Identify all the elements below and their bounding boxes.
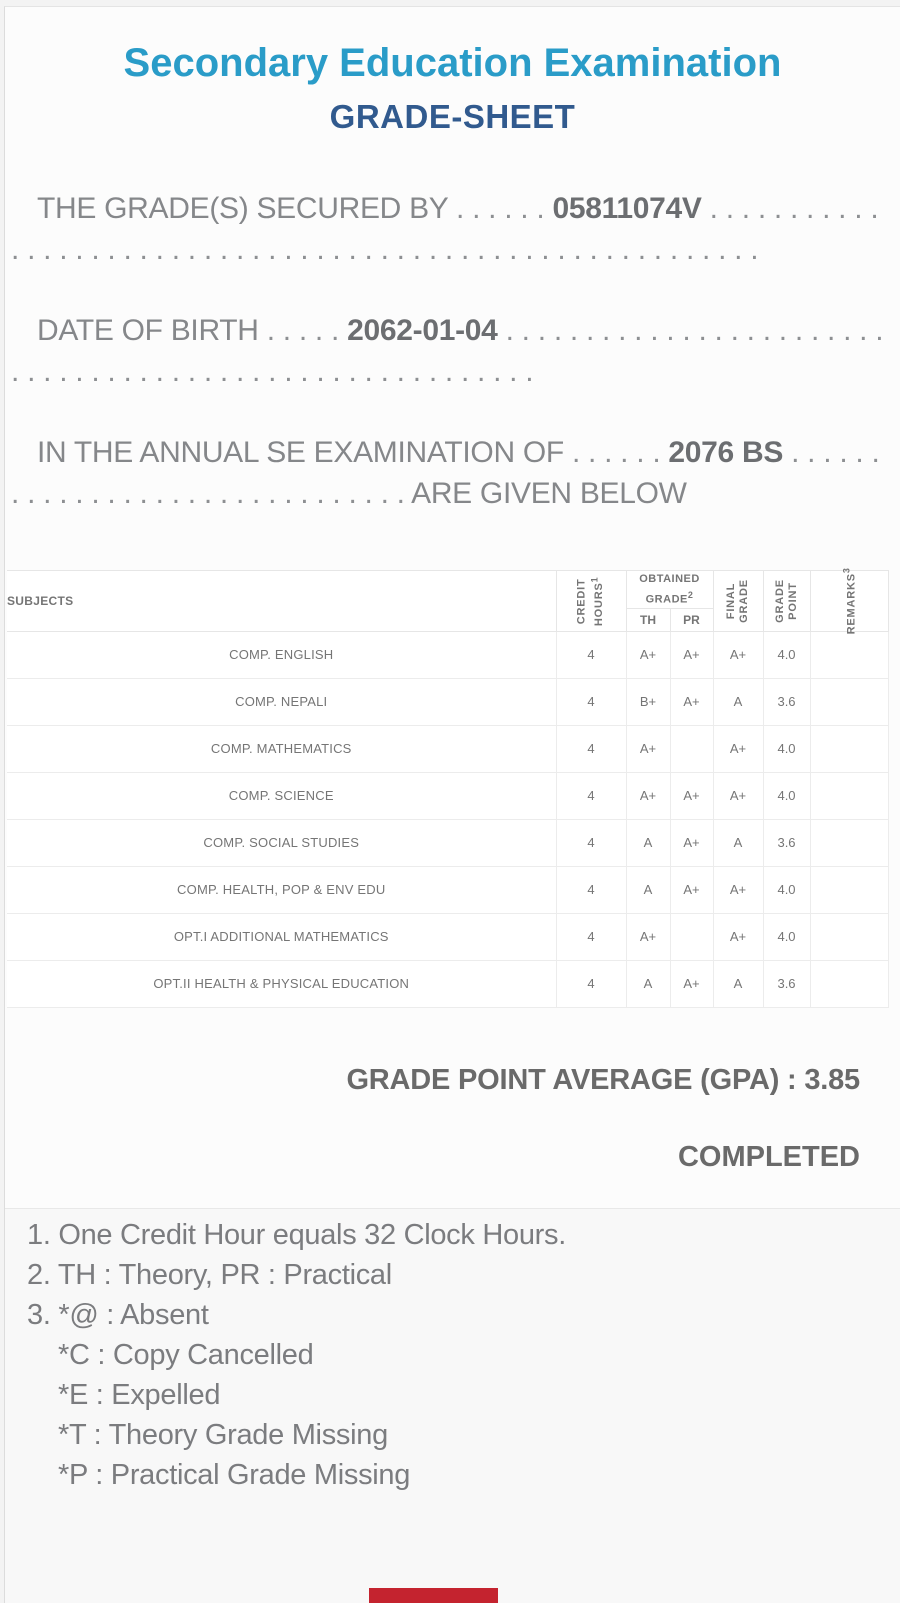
- practical-grade-cell: A+: [670, 960, 713, 1007]
- gpa-label: GRADE POINT AVERAGE (GPA) :: [346, 1063, 797, 1096]
- practical-grade-cell: A+: [670, 866, 713, 913]
- secured-by-line: [5, 188, 900, 270]
- table-row: [7, 913, 888, 960]
- practical-grade-cell: A+: [670, 772, 713, 819]
- final-grade-cell: A+: [713, 866, 763, 913]
- theory-grade-cell: A+: [626, 772, 670, 819]
- dotted-fill: . . . . . .: [571, 436, 661, 469]
- theory-grade-cell: A+: [626, 725, 670, 772]
- final-grade-header: [713, 571, 763, 632]
- page-subtitle: GRADE-SHEET: [329, 98, 576, 135]
- remarks-cell: [810, 960, 888, 1007]
- footnotes-section: [5, 1208, 900, 1603]
- grade-point-cell: 3.6: [763, 960, 810, 1007]
- symbol-number-value: 05811074V: [552, 192, 702, 225]
- final-grade-cell: A: [713, 678, 763, 725]
- footnote-item: *P : Practical Grade Missing: [58, 1458, 411, 1491]
- dotted-fill: . . . . .: [266, 314, 340, 347]
- table-row: [7, 772, 888, 819]
- theory-grade-cell: A+: [626, 913, 670, 960]
- examination-suffix: ARE GIVEN BELOW: [411, 477, 687, 510]
- footnote-ref-1: 1: [589, 576, 600, 582]
- grade-point-cell: 3.6: [763, 819, 810, 866]
- subject-cell: COMP. MATHEMATICS: [7, 725, 556, 772]
- grades-table: [7, 567, 889, 1008]
- final-grade-cell: A+: [713, 913, 763, 960]
- footnote-item: 3. *@ : Absent: [27, 1298, 209, 1331]
- examination-label: IN THE ANNUAL SE EXAMINATION OF: [37, 436, 564, 469]
- secured-by-label: THE GRADE(S) SECURED BY: [37, 192, 448, 225]
- dotted-fill: . . . . . . . . . . . . . . . . . . . . . . . . . . . . . . .: [11, 436, 880, 510]
- credit-hours-cell: 4: [556, 960, 626, 1007]
- remarks-cell: [810, 678, 888, 725]
- date-of-birth-line: [5, 310, 900, 392]
- subject-cell: COMP. ENGLISH: [7, 631, 556, 678]
- theory-subheader: TH: [626, 608, 670, 631]
- table-row: [7, 960, 888, 1007]
- subject-cell: OPT.II HEALTH & PHYSICAL EDUCATION: [7, 960, 556, 1007]
- credit-hours-cell: 4: [556, 725, 626, 772]
- credit-hours-header-line2: HOURS: [593, 581, 606, 626]
- table-row: [7, 866, 888, 913]
- subject-cell: COMP. NEPALI: [7, 678, 556, 725]
- subject-cell: COMP. SOCIAL STUDIES: [7, 819, 556, 866]
- grade-point-cell: 4.0: [763, 725, 810, 772]
- table-row: [7, 725, 888, 772]
- credit-hours-cell: 4: [556, 631, 626, 678]
- subjects-header: SUBJECTS: [7, 571, 556, 632]
- footnote-item: *T : Theory Grade Missing: [58, 1418, 388, 1451]
- date-of-birth-label: DATE OF BIRTH: [37, 314, 259, 347]
- practical-subheader: PR: [670, 608, 713, 631]
- grade-point-cell: 4.0: [763, 631, 810, 678]
- remarks-cell: [810, 819, 888, 866]
- footer-red-bar: [369, 1588, 498, 1603]
- remarks-header-label: REMARKS: [844, 573, 857, 635]
- remarks-cell: [810, 725, 888, 772]
- credit-hours-cell: 4: [556, 772, 626, 819]
- final-grade-cell: A: [713, 960, 763, 1007]
- remarks-cell: [810, 631, 888, 678]
- table-header-row: [7, 571, 888, 609]
- grade-point-cell: 4.0: [763, 772, 810, 819]
- grade-point-cell: 3.6: [763, 678, 810, 725]
- theory-grade-cell: A: [626, 819, 670, 866]
- credit-hours-cell: 4: [556, 678, 626, 725]
- final-grade-cell: A+: [713, 725, 763, 772]
- table-row: [7, 678, 888, 725]
- practical-grade-cell: A+: [670, 819, 713, 866]
- footnote-ref-3: 3: [841, 567, 852, 574]
- footnote-item: 2. TH : Theory, PR : Practical: [27, 1258, 392, 1291]
- practical-grade-cell: [670, 725, 713, 772]
- examination-year-value: 2076 BS: [668, 436, 784, 469]
- date-of-birth-value: 2062-01-04: [347, 314, 498, 347]
- grade-sheet-card: [4, 6, 900, 1603]
- dotted-fill: . . . . . .: [456, 192, 545, 225]
- final-grade-cell: A+: [713, 772, 763, 819]
- summary-section: [5, 1008, 900, 1208]
- credit-hours-cell: 4: [556, 866, 626, 913]
- grade-point-header-line2: POINT: [786, 582, 799, 620]
- grade-point-header: [763, 571, 810, 632]
- gpa-line: [5, 1064, 860, 1097]
- final-grade-header-line2: GRADE: [738, 578, 751, 623]
- result-status: COMPLETED: [677, 1140, 860, 1173]
- theory-grade-cell: B+: [626, 678, 670, 725]
- theory-grade-cell: A: [626, 960, 670, 1007]
- credit-hours-cell: 4: [556, 913, 626, 960]
- obtained-grade-header-line2: GRADE: [645, 593, 688, 606]
- dotted-fill: . . . . . . . . . . . . . . . . . . . . . . . . . . . . . . . . . . . . . . . . . . . . . . . . . . . . . . . . . .: [11, 192, 879, 266]
- table-row: [7, 819, 888, 866]
- final-grade-header-line1: FINAL: [725, 582, 738, 620]
- practical-grade-cell: A+: [670, 631, 713, 678]
- credit-hours-header: [556, 571, 626, 632]
- obtained-grade-header: [626, 571, 713, 609]
- footnote-item: *C : Copy Cancelled: [58, 1338, 314, 1371]
- footnote-item: 1. One Credit Hour equals 32 Clock Hours.: [27, 1218, 566, 1251]
- footnote-ref-2: 2: [687, 590, 694, 600]
- theory-grade-cell: A: [626, 866, 670, 913]
- footnotes-list: [27, 1215, 900, 1495]
- credit-hours-cell: 4: [556, 819, 626, 866]
- grade-point-cell: 4.0: [763, 866, 810, 913]
- table-row: [7, 631, 888, 678]
- obtained-grade-header-line1: OBTAINED: [639, 573, 700, 585]
- grade-point-cell: 4.0: [763, 913, 810, 960]
- dotted-fill: . . . . . . . . . . . . . . . . . . . . . . . . . . . . . . . . . . . . . . . . . . . . . . . . . . . . . . . . .: [11, 314, 884, 388]
- subject-cell: COMP. HEALTH, POP & ENV EDU: [7, 866, 556, 913]
- examination-year-line: [5, 432, 900, 514]
- practical-grade-cell: A+: [670, 678, 713, 725]
- theory-grade-cell: A+: [626, 631, 670, 678]
- grade-table-body: [7, 631, 888, 1007]
- remarks-cell: [810, 913, 888, 960]
- gpa-value: 3.85: [804, 1063, 860, 1096]
- grade-point-header-line1: GRADE: [773, 578, 786, 623]
- page-title: Secondary Education Examination: [123, 41, 782, 85]
- subject-cell: COMP. SCIENCE: [7, 772, 556, 819]
- remarks-cell: [810, 772, 888, 819]
- credit-hours-header-line1: CREDIT: [575, 577, 588, 624]
- footnote-item: *E : Expelled: [58, 1378, 221, 1411]
- remarks-header: [810, 567, 888, 635]
- practical-grade-cell: [670, 913, 713, 960]
- final-grade-cell: A+: [713, 631, 763, 678]
- remarks-cell: [810, 866, 888, 913]
- final-grade-cell: A: [713, 819, 763, 866]
- subject-cell: OPT.I ADDITIONAL MATHEMATICS: [7, 913, 556, 960]
